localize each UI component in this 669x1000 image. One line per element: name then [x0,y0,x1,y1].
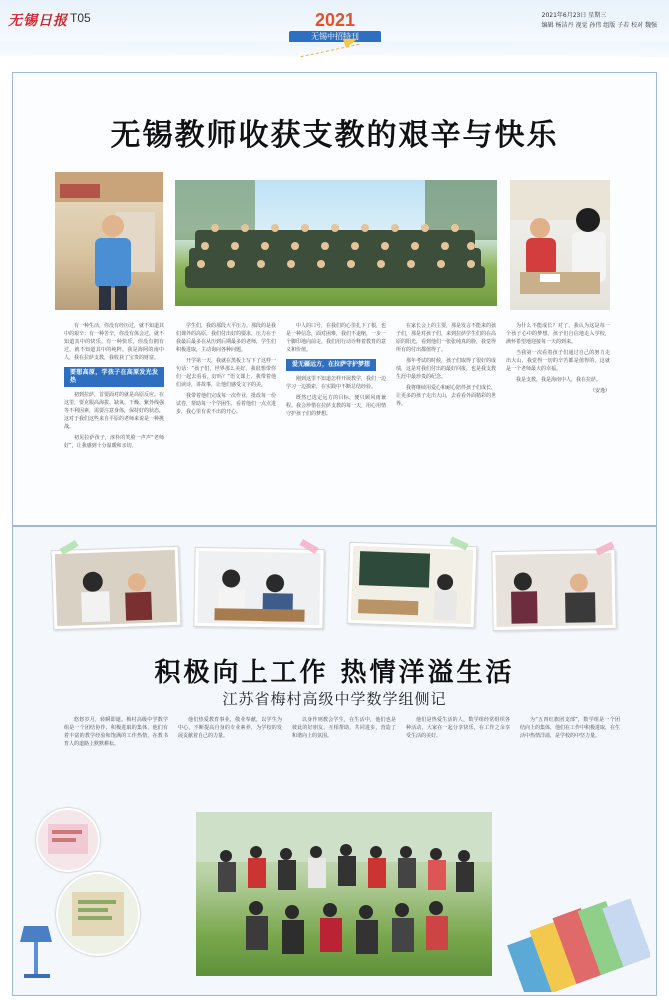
snapshot-image-1 [52,547,181,629]
article1-col1-para: 初到拉萨，首要面对的就是高原反应。在这里，要克服高海拔、缺氧、干燥、紫外线强等不利因素，需要注意身体，保持好的状态，这对于我们这些来自平原的老师来说是一种挑战。 [64,392,164,430]
article2-column-2 [178,716,282,794]
article2-title: 积极向上工作 热情洋溢生活 [154,658,515,688]
collage-circle-image-2 [58,874,138,954]
article1-col2-para: 我带着他们完成每一次作业，批改每一份试卷，帮助每一个学困生，看着他们一点点进步，我心里有说不出的开心。 [176,393,276,415]
article1-col1-para: 初见拉萨孩子，淳朴的笑脸一声声“老师好”，让我感到十分温暖和亲切。 [64,435,164,449]
group-photo-military-image [175,180,497,306]
article1-title: 无锡教师收获支教的艰辛与快乐 [110,118,559,153]
article1-column-5 [506,322,610,512]
article2-col2-para: 他们热爱教育事业，敬业奉献，以学生为中心，不断提高自身的专业素养，为学校的发展贡献着自己的力量。 [178,717,282,739]
article2-col1-para: 悠悠岁月，转瞬即逝。梅村高级中学数学组是一个团结协作、积极进取的集体，他们有着丰富的教学经验和饱满的工作热情，在教书育人的道路上默默耕耘。 [64,717,168,747]
article1-author: （安逸） [589,388,610,394]
article1-col2-para: 学生们，我的那段大平压力。那段的是我们课外的高原，我们付出好的要求，压力在于我最后最多在从历到后期最多的老师，学生们积极进取，主动询问各种问题。 [176,323,276,353]
article2-column-1 [64,716,168,794]
article1-subhead-1: 要想高原，学孩子在高原发光发热 [64,367,164,387]
article1-col3-para: 既然已选定远方的目标，便只顾风雨兼程。我会珍惜在拉萨支教的每一天，用心用情守护孩子们的梦想。 [286,395,386,417]
article1-col4-para: 在家长会上的主要，那是发言不能来的孩子们，那是对孩子们，来到拉萨学生们的在高原的阳光，看到他们一张张纯真的脸，我觉得所有的付出都值得了。 [396,323,496,353]
collage-circle-2 [56,872,140,956]
article2-column-3 [292,716,396,794]
teacher-portrait-image [55,172,163,310]
article1-col4-para: 我将继续用爱心和耐心陪伴孩子们成长，让更多的孩子走出大山，去看看外面精彩的世界。 [396,385,496,407]
collage-circle-image-1 [38,810,98,870]
teacher-with-student-photo [510,180,610,310]
snapshot-photo-1 [51,546,182,630]
snapshot-image-4 [492,550,615,630]
article2-column-4 [406,716,510,794]
desk-lamp-image [18,920,58,980]
cloud-decoration [0,42,669,66]
article1-col3-para: 中人的口号，在我们的心里扎下了根，也是一种信念，面对困难，我们不退缩，一步一个脚印地向前走，我们用行动诠释着教育的意义和价值。 [286,323,386,353]
books-collage-image [500,892,650,992]
collage-circle-1 [36,808,100,872]
article1-column-2 [176,322,276,492]
special-year: 2021 [314,10,356,30]
article1-col5-para: 当我第一次看着孩子们通过自己的努力走出大山，我觉得一切的辛苦都是值得的，这就是一个老师最大的幸福。 [506,350,610,372]
page-number: T05 [70,11,91,25]
article2-col5-para: 为“五四红旗团支部”，数学组是一个团结向上的集体，他们在工作中积极进取，在生活中热情洋溢，是学校的中坚力量。 [520,717,620,739]
article1-col3-para: 刚到这里不知道怎样开展教学，我们一边学习一边摸索，在实践中不断总结经验。 [286,376,386,390]
teacher-portrait-photo [55,172,163,310]
desk-lamp-icon [18,920,58,980]
article1-col5-para: 为什么不能成长？对了，我认为这是每一个孩子心中的梦想，孩子们自信地走入学校，满怀希望地迎接每一天的到来。 [506,323,610,345]
special-issue-label: 无锡中招特刊 [289,31,381,43]
article1-col2-para: 开学第一天，我就在黑板上写下了这样一句话：“孩子们，世界那么美好，我很想带你们一起去看看，好吗？”语文课上，我带着他们读诗，讲故事，让他们感受文字的美。 [176,358,276,388]
snapshot-photo-4 [491,549,616,631]
snapshot-image-2 [194,548,323,628]
issue-editors: 编辑 杨洁丹 视觉 孙伟 组版 子若 校对 魏强 [541,22,657,29]
article1-col1-para: 有一种生活，你没有经历过，就不知道其中的艰辛；有一种苦辛，你没有体会过，就不知道其中的快乐。有一种快乐，你没有拥有过，就不知道其中的纯粹。我是海阿的南中人，我在拉萨支教，我收获了宝贵的财富。 [64,323,164,361]
teacher-with-student-image [510,180,610,310]
article2-col4-para: 他们是热爱生活的人，数学组经常组织各种活动，大家在一起分享快乐，在工作之余享受生活的美好。 [406,717,510,739]
article1-column-4 [396,322,496,492]
article1-column-1 [64,322,164,492]
issue-date: 2021年6月23日 星期三 [541,12,607,19]
newspaper-brand: 无锡日报 [8,13,68,29]
snapshot-photo-3 [347,542,478,628]
article2-col3-para: 以身作则教会学生，在生活中，他们也是彼此的好朋友，互相帮助，共同进步，营造了和谐向上的氛围。 [292,717,396,739]
article1-col5-para: 我是支教，我是海南中人，我在拉萨。 [516,377,602,383]
math-group-photo [196,812,492,976]
article1-column-3 [286,322,386,492]
article1-col4-para: 那年考试的时候，孩子们取得了很好的成绩，这是对我们付出的最好回报，也是我支教生涯中最珍贵的纪念。 [396,358,496,380]
snapshot-photo-2 [193,547,324,629]
books-collage [500,892,650,992]
article2-subtitle: 江苏省梅村高级中学数学组侧记 [222,690,447,708]
issue-meta [542,11,657,31]
group-photo-military [175,180,497,306]
article2-column-5 [520,716,620,794]
article1-subhead-2: 爱无疆远方，在拉萨守护梦想 [286,359,376,371]
snapshot-image-3 [348,543,477,627]
math-group-photo-image [196,812,492,976]
